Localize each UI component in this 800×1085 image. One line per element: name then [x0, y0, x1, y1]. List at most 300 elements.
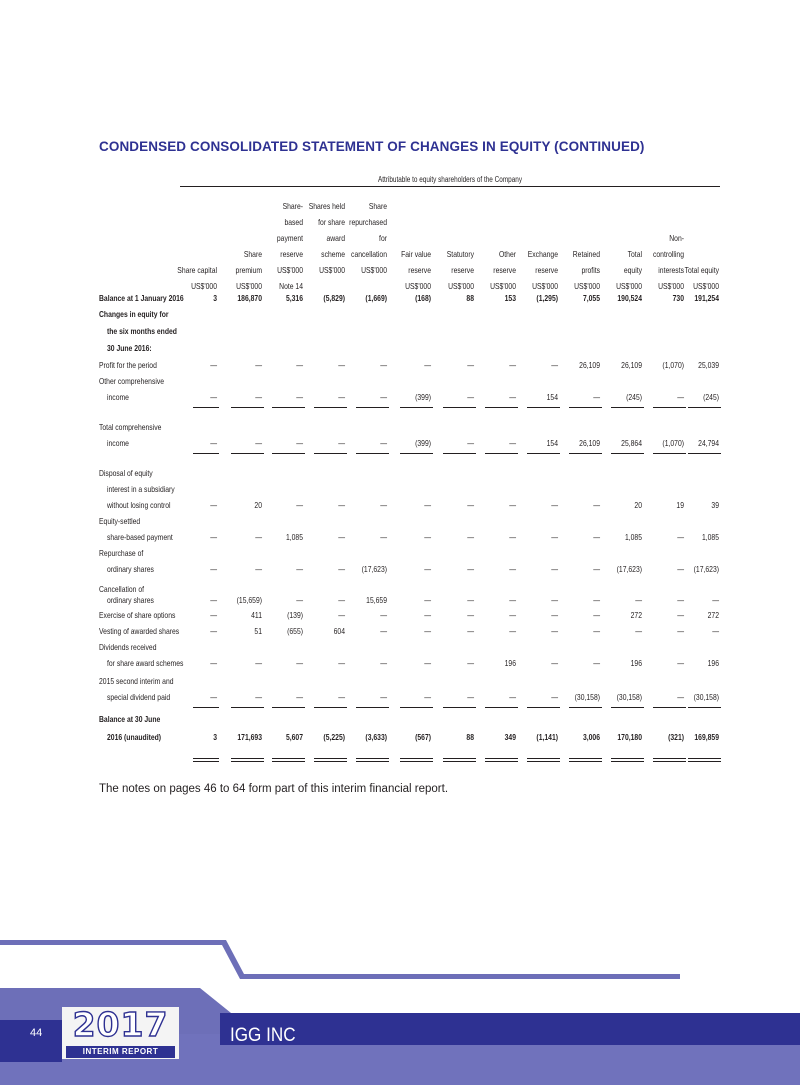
table-cell: —: [255, 658, 262, 668]
table-cell: —: [210, 532, 217, 542]
subtotal-rule: [272, 707, 305, 708]
table-cell: 1,085: [701, 532, 719, 542]
row-label: Cancellation of: [99, 584, 145, 594]
table-cell: 272: [630, 610, 642, 620]
company-name: IGG INC: [230, 1025, 296, 1046]
table-cell: —: [338, 532, 345, 542]
table-cell: —: [677, 564, 684, 574]
row-label: income: [107, 392, 129, 402]
table-cell: —: [296, 392, 303, 402]
table-cell: —: [593, 595, 600, 605]
row-label: ordinary shares: [107, 595, 154, 605]
table-cell: 191,254: [694, 293, 719, 303]
table-cell: 39: [711, 500, 719, 510]
page-number: 44: [30, 1027, 43, 1039]
logo-subtitle: INTERIM REPORT: [66, 1046, 175, 1058]
table-cell: —: [424, 692, 431, 702]
subtotal-rule: [356, 453, 389, 454]
subtotal-rule: [527, 407, 560, 408]
table-cell: —: [467, 500, 474, 510]
table-cell: —: [593, 626, 600, 636]
table-cell: —: [593, 610, 600, 620]
subtotal-rule: [485, 453, 518, 454]
row-label: Dividends received: [99, 642, 157, 652]
table-cell: —: [551, 595, 558, 605]
column-header-line: US$'000: [191, 281, 217, 291]
table-cell: —: [338, 438, 345, 448]
column-header-line: interests: [658, 265, 684, 275]
table-cell: 5,607: [285, 732, 303, 742]
table-cell: (567): [415, 732, 431, 742]
table-cell: —: [210, 610, 217, 620]
subtotal-rule: [653, 407, 686, 408]
table-cell: —: [593, 500, 600, 510]
table-row: [99, 712, 719, 726]
table-cell: —: [424, 595, 431, 605]
table-cell: —: [255, 532, 262, 542]
table-cell: —: [424, 360, 431, 370]
column-header-line: US$'000: [319, 265, 345, 275]
table-cell: —: [551, 626, 558, 636]
table-cell: —: [338, 392, 345, 402]
row-label: for share award schemes: [107, 658, 184, 668]
column-header-line: Share: [368, 201, 387, 211]
table-row: [99, 482, 719, 496]
row-label: Equity-settled: [99, 516, 141, 526]
row-label: Balance at 1 January 2016: [99, 293, 184, 303]
table-cell: —: [677, 626, 684, 636]
subtotal-rule: [356, 707, 389, 708]
table-cell: 5,316: [285, 293, 303, 303]
table-cell: 730: [672, 293, 684, 303]
table-cell: —: [210, 595, 217, 605]
subtotal-rule: [314, 407, 347, 408]
table-cell: (5,225): [323, 732, 345, 742]
footer-title-bar: [220, 1013, 800, 1045]
table-row: [99, 674, 719, 688]
table-cell: —: [551, 658, 558, 668]
column-header-line: US$'000: [616, 281, 642, 291]
table-row: [99, 498, 719, 512]
table-cell: —: [509, 438, 516, 448]
table-cell: (168): [415, 293, 431, 303]
table-cell: —: [338, 692, 345, 702]
table-cell: —: [467, 360, 474, 370]
table-cell: —: [255, 360, 262, 370]
table-cell: (139): [287, 610, 303, 620]
attributable-heading: Attributable to equity shareholders of the Company: [377, 175, 523, 184]
table-row: [99, 341, 719, 355]
report-logo: [62, 1007, 179, 1059]
table-cell: (3,633): [365, 732, 387, 742]
column-header-line: controlling: [652, 249, 684, 259]
column-header-line: Share: [243, 249, 262, 259]
column-header-line: equity: [623, 265, 642, 275]
row-label: Total comprehensive: [99, 422, 162, 432]
table-cell: (17,623): [361, 564, 387, 574]
row-label: Other comprehensive: [99, 376, 165, 386]
table-cell: —: [338, 658, 345, 668]
subtotal-rule: [231, 707, 264, 708]
column-header-line: US$'000: [658, 281, 684, 291]
row-label: special dividend paid: [107, 692, 171, 702]
table-cell: —: [467, 595, 474, 605]
table-cell: (30,158): [616, 692, 642, 702]
table-cell: (321): [668, 732, 684, 742]
table-cell: —: [509, 595, 516, 605]
column-header-line: for: [379, 233, 387, 243]
table-row: [99, 420, 719, 434]
column-header-line: [670, 230, 719, 246]
column-header-line: US$'000: [277, 265, 303, 275]
subtotal-rule: [443, 407, 476, 408]
table-row: [99, 390, 719, 404]
table-cell: —: [677, 392, 684, 402]
column-header-line: US$'000: [532, 281, 558, 291]
column-header-line: for share: [318, 217, 345, 227]
table-cell: —: [551, 360, 558, 370]
subtotal-rule: [485, 407, 518, 408]
column-header-line: profits: [581, 265, 600, 275]
table-cell: —: [677, 610, 684, 620]
table-cell: —: [338, 500, 345, 510]
column-header-line: Other: [498, 249, 516, 259]
subtotal-rule: [193, 407, 219, 408]
subtotal-rule: [272, 453, 305, 454]
table-cell: —: [296, 564, 303, 574]
table-cell: —: [255, 564, 262, 574]
table-cell: —: [677, 595, 684, 605]
table-cell: —: [467, 438, 474, 448]
table-cell: 349: [504, 732, 516, 742]
row-label: income: [107, 438, 129, 448]
column-header-line: [670, 214, 719, 230]
table-cell: 88: [466, 293, 474, 303]
subtotal-rule: [611, 453, 644, 454]
table-row: [99, 608, 719, 622]
table-cell: —: [424, 626, 431, 636]
table-cell: 154: [546, 438, 558, 448]
total-double-rule: [272, 758, 305, 762]
column-header-line: Retained: [572, 249, 600, 259]
table-row: [99, 530, 719, 544]
column-header-line: award: [326, 233, 345, 243]
column-header-line: Share-: [282, 201, 303, 211]
table-cell: (17,623): [616, 564, 642, 574]
table-cell: —: [509, 360, 516, 370]
table-cell: 153: [504, 293, 516, 303]
subtotal-rule: [400, 407, 433, 408]
column-header-line: Note 14: [279, 281, 303, 291]
table-cell: (1,669): [365, 293, 387, 303]
table-row: [99, 593, 719, 607]
table-cell: (1,070): [662, 360, 684, 370]
table-cell: —: [255, 692, 262, 702]
subtotal-rule: [400, 453, 433, 454]
column-header-line: reserve: [451, 265, 474, 275]
table-cell: —: [424, 658, 431, 668]
column-header-line: scheme: [321, 249, 345, 259]
table-cell: —: [296, 595, 303, 605]
total-double-rule: [569, 758, 602, 762]
table-cell: (15,659): [236, 595, 262, 605]
row-label: 2015 second interim and: [99, 676, 174, 686]
table-cell: 154: [546, 392, 558, 402]
table-cell: 88: [466, 732, 474, 742]
table-cell: —: [380, 500, 387, 510]
table-cell: —: [296, 500, 303, 510]
table-cell: 411: [251, 610, 262, 620]
table-cell: —: [210, 626, 217, 636]
table-cell: —: [467, 658, 474, 668]
row-label: interest in a subsidiary: [107, 484, 175, 494]
table-cell: —: [424, 532, 431, 542]
subtotal-rule: [193, 707, 219, 708]
table-row: [99, 291, 719, 305]
table-cell: (5,829): [323, 293, 345, 303]
table-cell: —: [380, 438, 387, 448]
table-cell: 7,055: [582, 293, 600, 303]
table-cell: —: [296, 360, 303, 370]
table-cell: 1,085: [285, 532, 303, 542]
table-cell: —: [380, 658, 387, 668]
subtotal-rule: [569, 707, 602, 708]
table-cell: —: [593, 532, 600, 542]
table-cell: 20: [254, 500, 262, 510]
table-cell: 3,006: [582, 732, 600, 742]
subtotal-rule: [443, 707, 476, 708]
row-label: Exercise of share options: [99, 610, 176, 620]
row-label: the six months ended: [107, 326, 177, 336]
column-header-line: [670, 198, 719, 214]
subtotal-rule: [443, 453, 476, 454]
subtotal-rule: [653, 453, 686, 454]
column-header-line: Exchange: [527, 249, 558, 259]
table-cell: —: [509, 692, 516, 702]
table-cell: —: [296, 658, 303, 668]
logo-year: 2017: [72, 1005, 169, 1044]
subtotal-rule: [314, 707, 347, 708]
table-cell: 3: [213, 732, 217, 742]
total-double-rule: [193, 758, 219, 762]
table-cell: —: [380, 626, 387, 636]
table-cell: 604: [333, 626, 345, 636]
column-header-line: Non-: [669, 233, 684, 243]
table-row: [99, 690, 719, 704]
table-cell: (399): [415, 392, 431, 402]
table-cell: (1,141): [536, 732, 558, 742]
table-cell: —: [677, 658, 684, 668]
table-cell: 25,864: [621, 438, 642, 448]
subtotal-rule: [527, 453, 560, 454]
column-header-line: reserve: [535, 265, 558, 275]
table-cell: —: [380, 392, 387, 402]
table-cell: —: [424, 564, 431, 574]
column-header-line: US$'000: [361, 265, 387, 275]
table-cell: 171,693: [237, 732, 262, 742]
column-header-line: US$'000: [236, 281, 262, 291]
table-row: [99, 640, 719, 654]
row-label: without losing control: [107, 500, 171, 510]
table-cell: 272: [707, 610, 719, 620]
row-label: Repurchase of: [99, 548, 144, 558]
table-cell: —: [712, 626, 719, 636]
row-label: Balance at 30 June: [99, 714, 161, 724]
subtotal-rule: [193, 453, 219, 454]
table-cell: —: [509, 500, 516, 510]
subtotal-rule: [688, 707, 721, 708]
table-cell: —: [296, 438, 303, 448]
column-header-line: US$'000: [490, 281, 516, 291]
column-header-line: payment: [276, 233, 303, 243]
column-header-line: cancellation: [351, 249, 387, 259]
table-cell: —: [467, 626, 474, 636]
table-cell: —: [467, 564, 474, 574]
table-cell: 20: [634, 500, 642, 510]
attributable-rule: [180, 186, 720, 187]
subtotal-rule: [611, 407, 644, 408]
table-cell: —: [210, 658, 217, 668]
table-cell: (655): [287, 626, 303, 636]
table-cell: —: [338, 564, 345, 574]
total-double-rule: [443, 758, 476, 762]
table-cell: 19: [676, 500, 684, 510]
subtotal-rule: [231, 407, 264, 408]
subtotal-rule: [688, 453, 721, 454]
column-header-line: premium: [235, 265, 262, 275]
row-label: Disposal of equity: [99, 468, 153, 478]
total-double-rule: [653, 758, 686, 762]
column-header-line: US$'000: [448, 281, 474, 291]
column-header-line: Fair value: [401, 249, 431, 259]
column-header-line: US$'000: [574, 281, 600, 291]
table-cell: —: [677, 532, 684, 542]
subtotal-rule: [611, 707, 644, 708]
table-cell: 15,659: [366, 595, 387, 605]
total-double-rule: [485, 758, 518, 762]
row-label: 30 June 2016:: [107, 343, 152, 353]
column-header-line: reserve: [493, 265, 516, 275]
table-cell: 186,870: [237, 293, 262, 303]
table-cell: —: [635, 626, 642, 636]
table-cell: 51: [254, 626, 262, 636]
table-cell: —: [467, 392, 474, 402]
row-label: ordinary shares: [107, 564, 154, 574]
table-row: [99, 466, 719, 480]
total-double-rule: [688, 758, 721, 762]
table-cell: —: [210, 438, 217, 448]
table-cell: —: [380, 360, 387, 370]
table-row: [99, 324, 719, 338]
table-cell: —: [712, 595, 719, 605]
subtotal-rule: [653, 707, 686, 708]
table-cell: —: [296, 692, 303, 702]
table-cell: —: [467, 610, 474, 620]
subtotal-rule: [527, 707, 560, 708]
table-cell: (245): [703, 392, 719, 402]
table-cell: —: [210, 392, 217, 402]
table-cell: (1,070): [662, 438, 684, 448]
table-cell: 170,180: [617, 732, 642, 742]
table-cell: —: [509, 392, 516, 402]
column-header-line: Shares held: [308, 201, 345, 211]
total-double-rule: [314, 758, 347, 762]
table-cell: (1,295): [536, 293, 558, 303]
column-header-line: reserve: [280, 249, 303, 259]
subtotal-rule: [272, 407, 305, 408]
table-cell: 169,859: [694, 732, 719, 742]
table-row: [99, 358, 719, 372]
subtotal-rule: [356, 407, 389, 408]
subtotal-rule: [688, 407, 721, 408]
table-cell: —: [509, 564, 516, 574]
page-title: CONDENSED CONSOLIDATED STATEMENT OF CHANGES IN EQUITY (CONTINUED): [99, 139, 645, 154]
column-header-line: reserve: [408, 265, 431, 275]
column-header-line: [670, 246, 719, 262]
table-cell: —: [551, 610, 558, 620]
table-row: [99, 730, 719, 744]
table-cell: 190,524: [617, 293, 642, 303]
table-cell: —: [424, 500, 431, 510]
table-cell: —: [380, 610, 387, 620]
table-row: [99, 374, 719, 388]
row-label: share-based payment: [107, 532, 173, 542]
column-header-line: Statutory: [446, 249, 474, 259]
column-header-line: US$'000: [693, 281, 719, 291]
subtotal-rule: [400, 707, 433, 708]
table-cell: —: [380, 532, 387, 542]
table-cell: (17,623): [693, 564, 719, 574]
table-cell: —: [677, 692, 684, 702]
table-row: [99, 624, 719, 638]
table-cell: 24,794: [698, 438, 719, 448]
row-label: Vesting of awarded shares: [99, 626, 180, 636]
table-cell: —: [635, 595, 642, 605]
table-cell: —: [509, 626, 516, 636]
table-cell: —: [210, 500, 217, 510]
table-cell: —: [467, 692, 474, 702]
table-cell: 25,039: [698, 360, 719, 370]
column-header-line: Total equity: [684, 265, 719, 275]
subtotal-rule: [569, 407, 602, 408]
total-double-rule: [527, 758, 560, 762]
subtotal-rule: [569, 453, 602, 454]
table-cell: —: [338, 595, 345, 605]
table-cell: 3: [213, 293, 217, 303]
table-cell: —: [210, 360, 217, 370]
total-double-rule: [611, 758, 644, 762]
table-cell: —: [551, 564, 558, 574]
total-double-rule: [356, 758, 389, 762]
table-cell: 26,109: [621, 360, 642, 370]
table-cell: —: [593, 392, 600, 402]
footnote: The notes on pages 46 to 64 form part of this interim financial report.: [99, 783, 449, 795]
total-double-rule: [231, 758, 264, 762]
table-cell: —: [210, 564, 217, 574]
table-cell: —: [380, 692, 387, 702]
table-cell: —: [593, 564, 600, 574]
table-cell: —: [593, 658, 600, 668]
table-cell: —: [551, 532, 558, 542]
table-cell: 196: [630, 658, 642, 668]
table-cell: —: [338, 610, 345, 620]
table-cell: (245): [626, 392, 642, 402]
column-header-line: Total: [627, 249, 642, 259]
table-cell: —: [467, 532, 474, 542]
table-cell: —: [424, 610, 431, 620]
total-double-rule: [400, 758, 433, 762]
table-row: [99, 514, 719, 528]
